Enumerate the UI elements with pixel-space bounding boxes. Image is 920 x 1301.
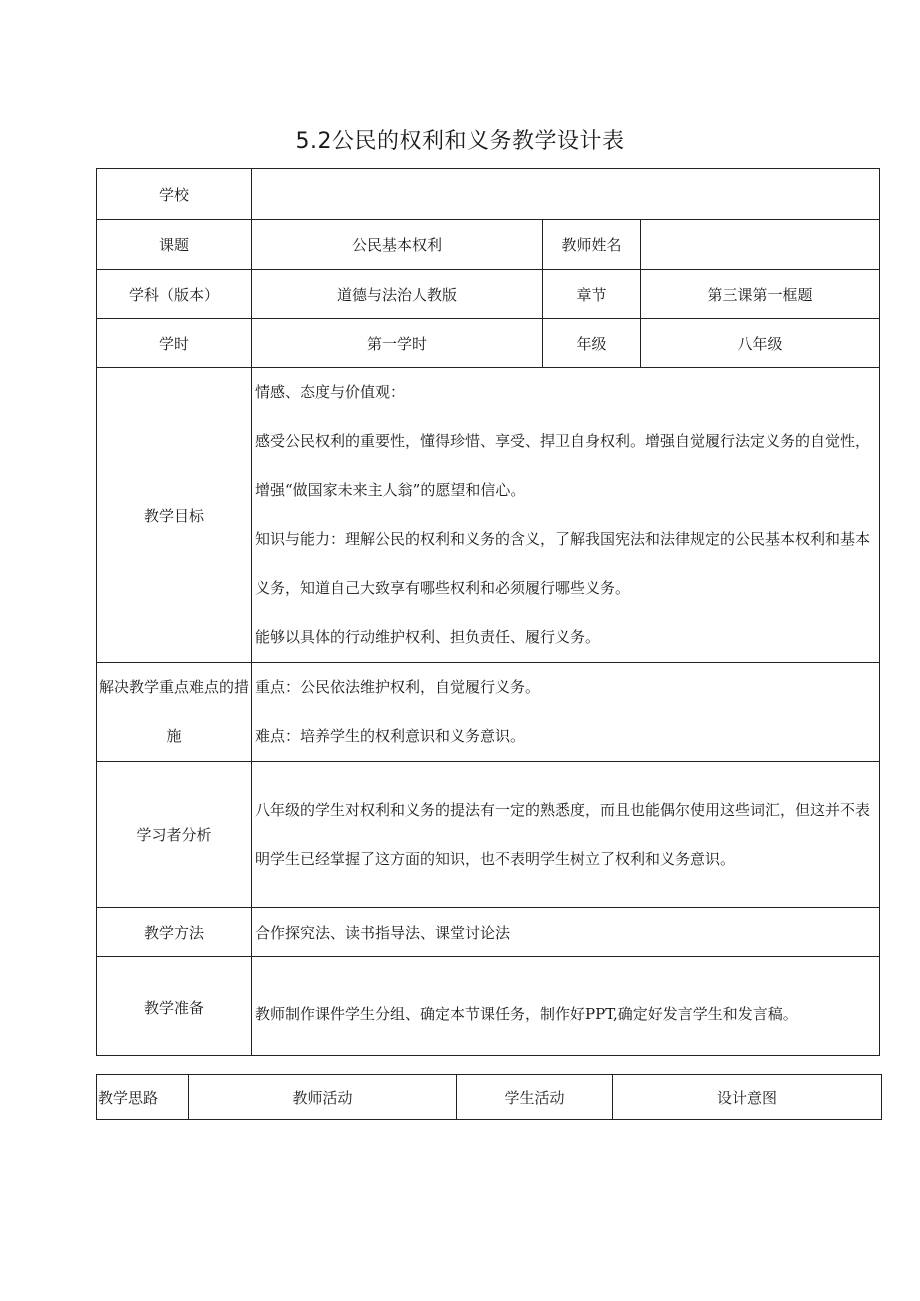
goals-line: 感受公民权利的重要性，懂得珍惜、享受、捍卫自身权利。增强自觉履行法定义务的自觉性，增强“做国家未来主人翁”的愿望和信心。 [255, 432, 871, 499]
school-label: 学校 [97, 169, 252, 220]
key-point-line: 重点：公民依法维护权利，自觉履行义务。 [255, 678, 541, 696]
school-value [252, 169, 880, 220]
goals-line: 情感、态度与价值观： [255, 383, 406, 401]
grade-value: 八年级 [641, 319, 880, 368]
method-content: 合作探究法、读书指导法、课堂讨论法 [252, 908, 880, 957]
goals-content [252, 368, 880, 663]
learner-label: 学习者分析 [97, 762, 252, 908]
page-title: 5.2公民的权利和义务教学设计表 [295, 129, 625, 154]
period-value: 第一学时 [252, 319, 543, 368]
row-subject [97, 270, 880, 319]
method-label: 教学方法 [97, 908, 252, 957]
row-key-points [97, 663, 880, 762]
prep-content: 教师制作课件学生分组、确定本节课任务，制作好PPT,确定好发言学生和发言稿。 [252, 957, 880, 1056]
topic-value: 公民基本权利 [252, 220, 543, 270]
goals-label: 教学目标 [97, 368, 252, 663]
teacher-value [641, 220, 880, 270]
teacher-label: 教师姓名 [543, 220, 641, 270]
key-points-label: 解决教学重点难点的措施 [97, 663, 252, 762]
row-goals [97, 368, 880, 663]
process-header-table [96, 1074, 882, 1120]
row-period [97, 319, 880, 368]
row-learner [97, 762, 880, 908]
topic-label: 课题 [97, 220, 252, 270]
row-prep [97, 957, 880, 1056]
col-approach: 教学思路 [97, 1075, 189, 1120]
row-method [97, 908, 880, 957]
period-label: 学时 [97, 319, 252, 368]
key-points-content [252, 663, 880, 762]
col-teacher-activity: 教师活动 [189, 1075, 457, 1120]
col-design-intent: 设计意图 [613, 1075, 882, 1120]
goals-line: 能够以具体的行动维护权利、担负责任、履行义务。 [255, 628, 601, 646]
key-point-line: 难点：培养学生的权利意识和义务意识。 [255, 727, 526, 745]
design-table [96, 168, 880, 1056]
subject-label: 学科（版本） [97, 270, 252, 319]
prep-label: 教学准备 [97, 957, 252, 1056]
col-student-activity: 学生活动 [457, 1075, 613, 1120]
subject-value: 道德与法治人教版 [252, 270, 543, 319]
row-school [97, 169, 880, 220]
chapter-label: 章节 [543, 270, 641, 319]
goals-line: 知识与能力：理解公民的权利和义务的含义，了解我国宪法和法律规定的公民基本权利和基本义务，知道自己大致享有哪些权利和必须履行哪些义务。 [255, 530, 871, 597]
process-header-row [97, 1075, 882, 1120]
chapter-value: 第三课第一框题 [641, 270, 880, 319]
row-topic [97, 220, 880, 270]
grade-label: 年级 [543, 319, 641, 368]
learner-content: 八年级的学生对权利和义务的提法有一定的熟悉度，而且也能偶尔使用这些词汇，但这并不表明学生已经掌握了这方面的知识，也不表明学生树立了权利和义务意识。 [252, 762, 880, 908]
